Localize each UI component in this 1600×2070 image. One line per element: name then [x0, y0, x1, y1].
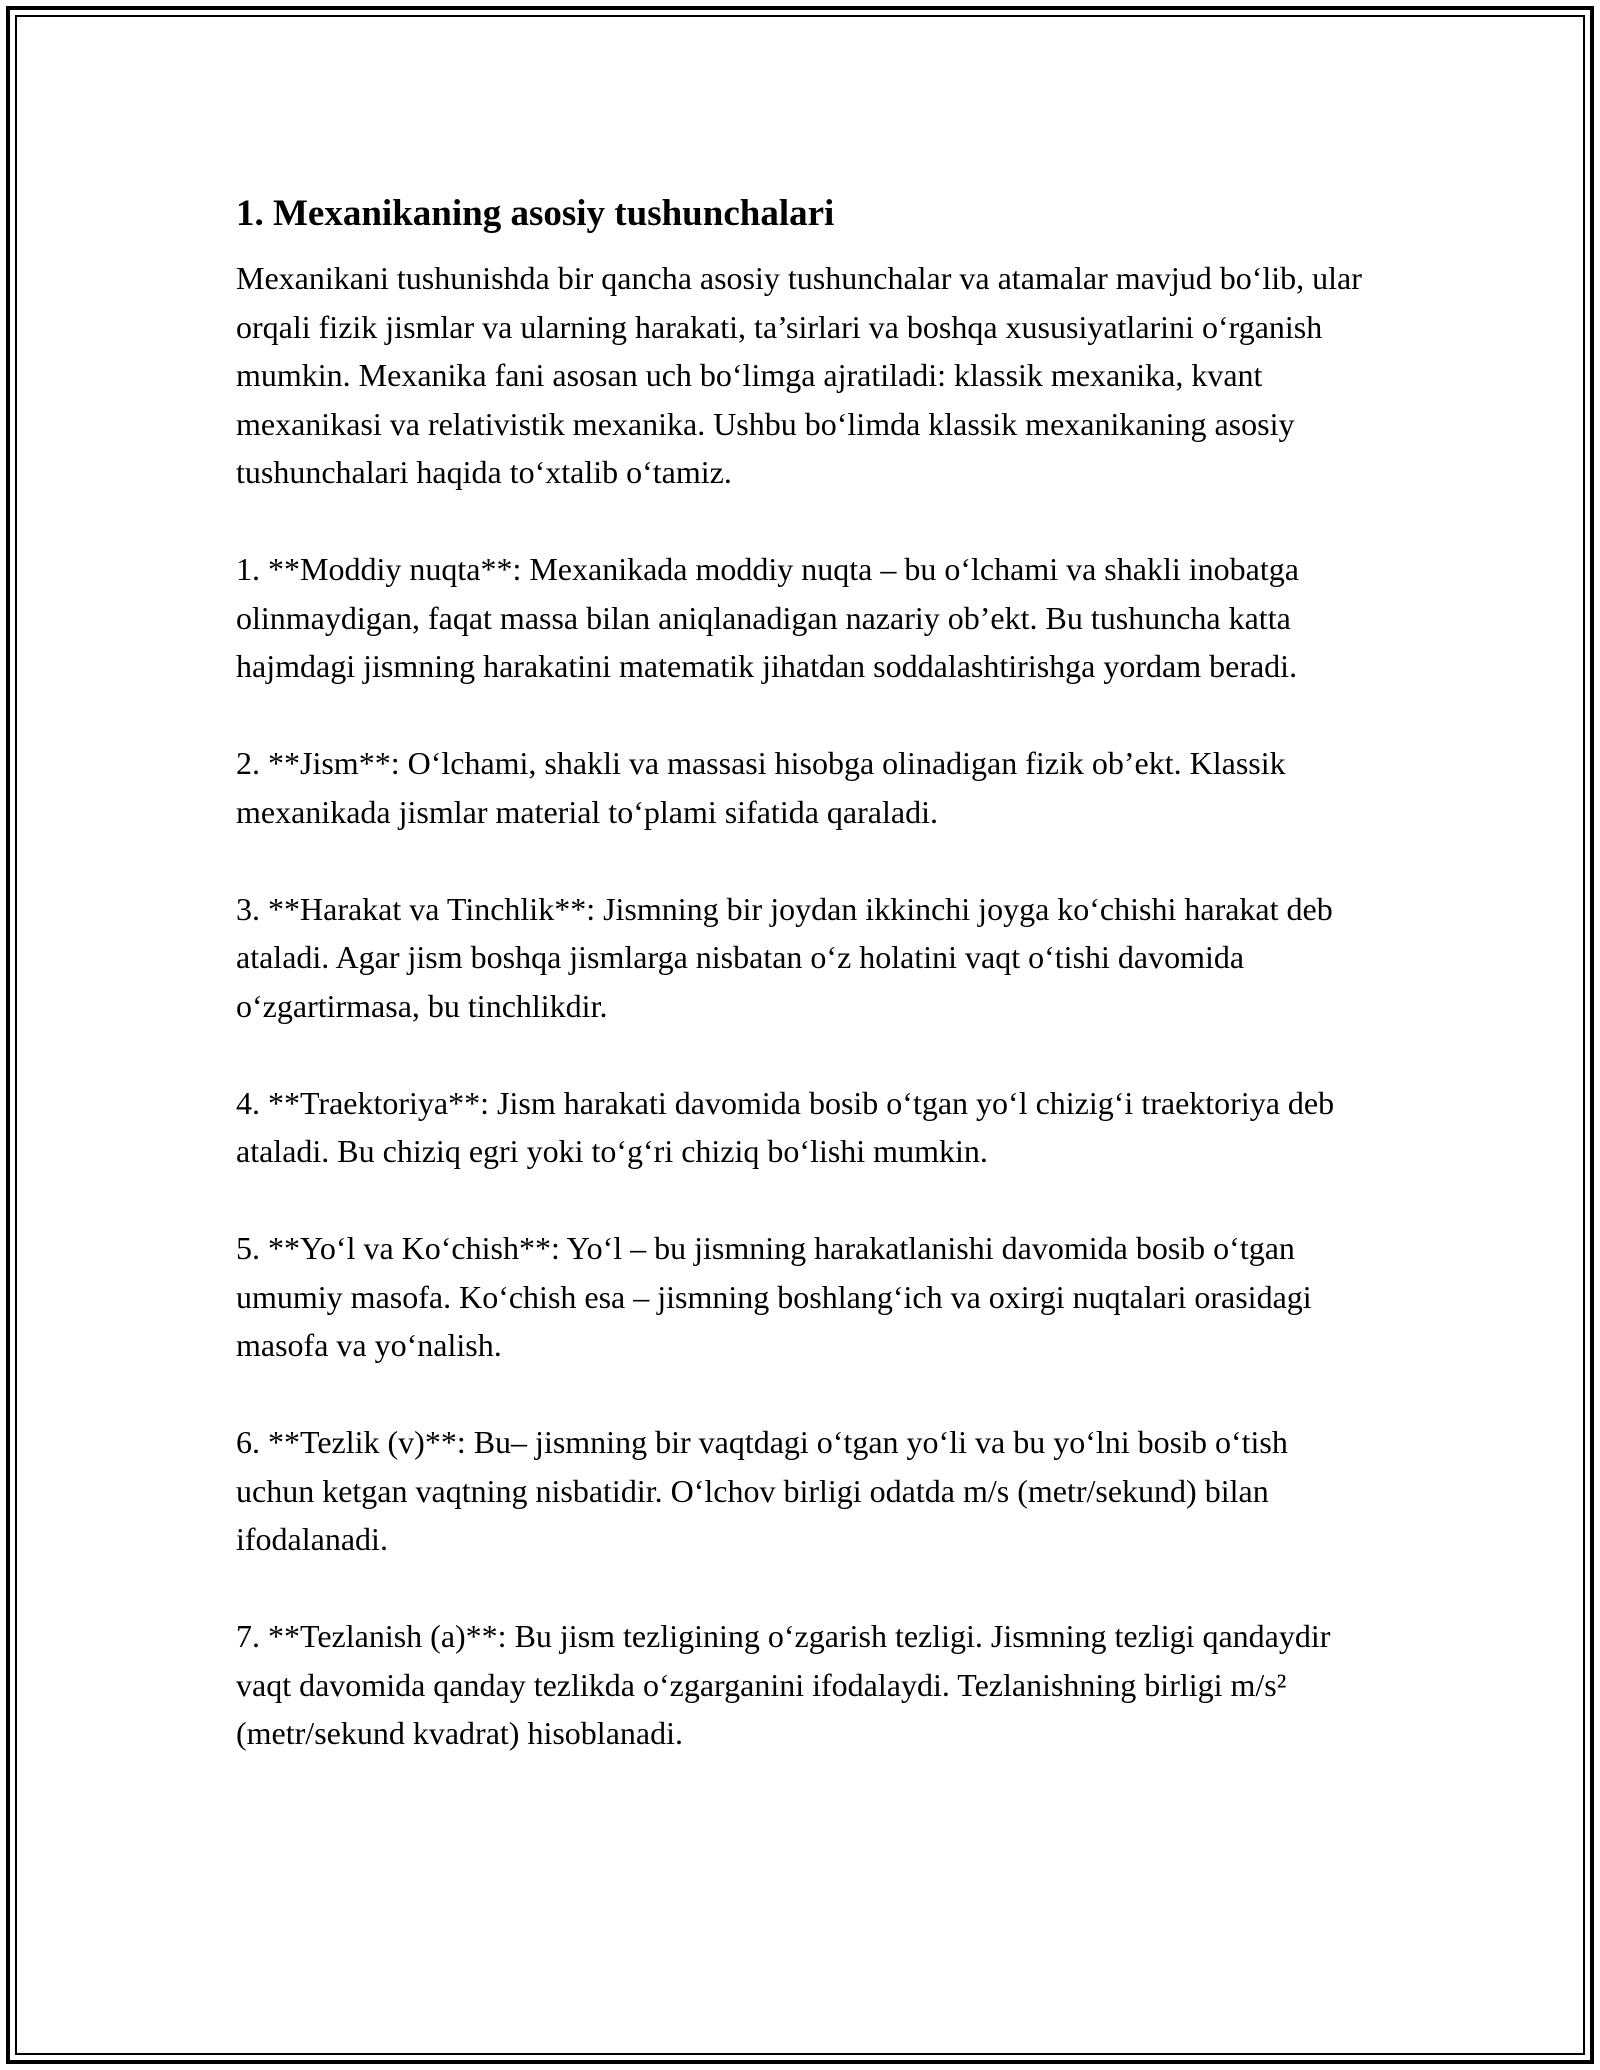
paragraph-traektoriya: 4. **Traektoriya**: Jism harakati davomida bosib o‘tgan yo‘l chizig‘i traektoriya deb ataladi. Bu chiziq egri yoki to‘g‘ri chiziq bo‘lishi mumkin. [236, 1084, 1335, 1169]
intro-paragraph: Mexanikani tushunishda bir qancha asosiy tushunchalar va atamalar mavjud bo‘lib, ular orqali fizik jismlar va ularning harakati, ta’sirlari va boshqa xususiyatlarini o‘rganish mumkin. Mexanika fani asosan uch bo‘limga ajratiladi: klassik mexanika, kvant mexanikasi va relativistik mexanika. Ushbu bo‘limda klassik mexanikaning asosiy tushunchalari haqida to‘xtalib o‘tamiz. [236, 260, 1362, 490]
paragraph-moddiy-nuqta: 1. **Moddiy nuqta**: Mexanikada moddiy nuqta – bu o‘lchami va shakli inobatga olinmaydigan, faqat massa bilan aniqlanadigan nazariy ob’ekt. Bu tushuncha katta hajmdagi jismning harakatini matematik jihatdan soddalashtirishga yordam beradi. [236, 551, 1299, 684]
paragraph-harakat-tinchlik: 3. **Harakat va Tinchlik**: Jismning bir joydan ikkinchi joyga ko‘chishi harakat deb ataladi. Agar jism boshqa jismlarga nisbatan o‘z holatini vaqt o‘tishi davomida o‘zgartirmasa, bu tinchlikdir. [236, 890, 1333, 1024]
document-body [236, 186, 1366, 1758]
section-heading: 1. Mexanikaning asosiy tushunchalari [236, 193, 835, 234]
paragraph-jism: 2. **Jism**: O‘lchami, shakli va massasi hisobga olinadigan fizik ob’ekt. Klassik mexanikada jismlar material to‘plami sifatida qaraladi. [236, 745, 1286, 830]
paragraph-tezlanish: 7. **Tezlanish (a)**: Bu jism tezligining o‘zgarish tezligi. Jismning tezligi qandaydir vaqt davomida qanday tezlikda o‘zgarganini ifodalaydi. Tezlanishning birligi m/s² (metr/sekund kvadrat) hisoblanadi. [236, 1618, 1331, 1751]
paragraph-tezlik: 6. **Tezlik (v)**: Bu– jismning bir vaqtdagi o‘tgan yo‘li va bu yo‘lni bosib o‘tish uchun ketgan vaqtning nisbatidir. O‘lchov birligi odatda m/s (metr/sekund) bilan ifodalanadi. [236, 1424, 1288, 1557]
paragraph-yol-kochish: 5. **Yo‘l va Ko‘chish**: Yo‘l – bu jismning harakatlanishi davomida bosib o‘tgan umumiy masofa. Ko‘chish esa – jismning boshlang‘ich va oxirgi nuqtalari orasidagi masofa va yo‘nalish. [236, 1230, 1312, 1363]
